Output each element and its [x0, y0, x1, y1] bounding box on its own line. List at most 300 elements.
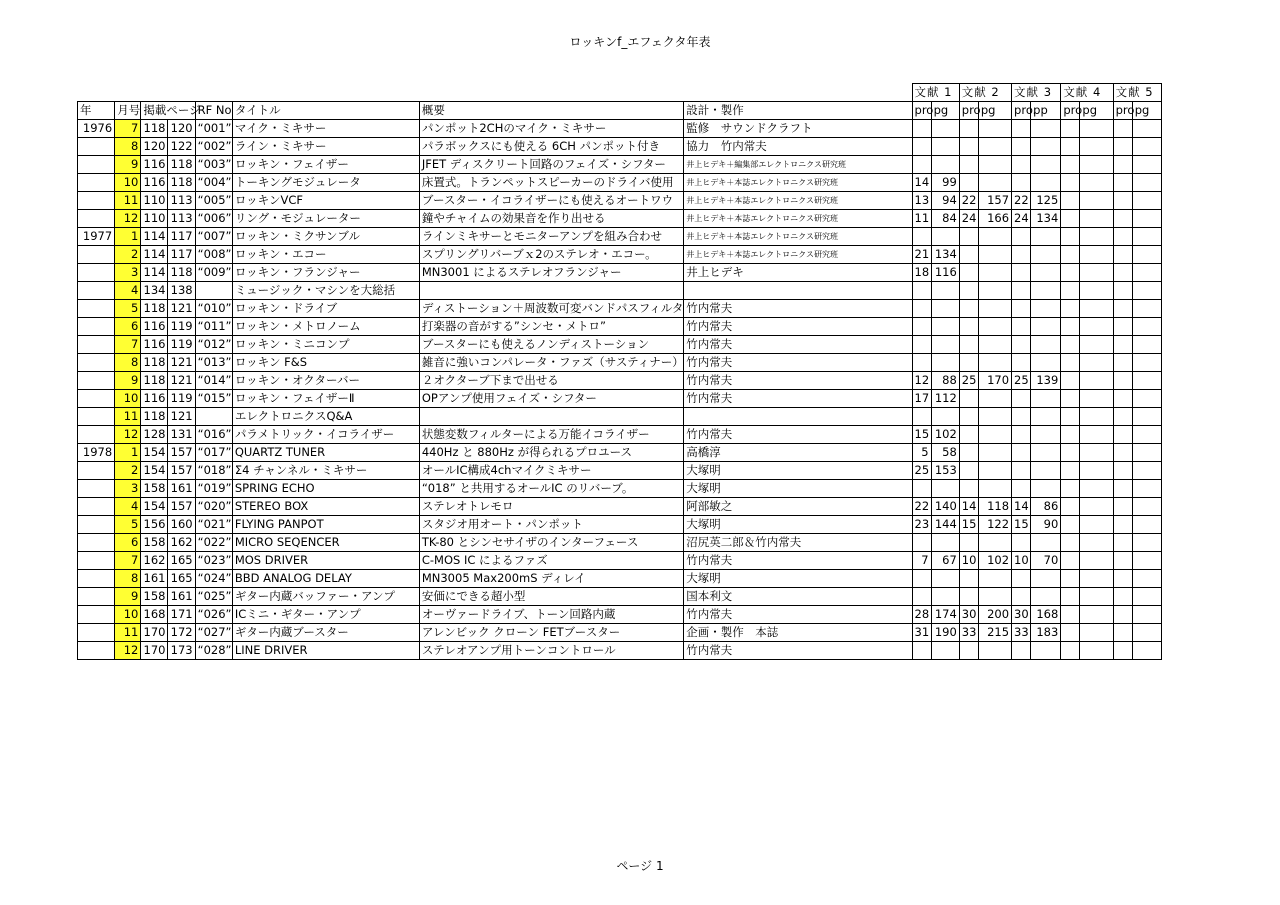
page-start-cell: 154	[141, 462, 168, 480]
summary-cell: スプリングリバーブｘ2のステレオ・エコー。	[419, 246, 683, 264]
designer-cell: 竹内常夫	[684, 390, 912, 408]
bib2-pro-cell	[959, 390, 978, 408]
empty-cell	[1061, 372, 1080, 390]
designer-cell: 大塚明	[684, 462, 912, 480]
empty-cell	[1080, 462, 1113, 480]
page-end-cell: 157	[168, 498, 195, 516]
empty-cell	[1061, 498, 1080, 516]
empty-cell	[1080, 372, 1113, 390]
empty-cell	[1113, 246, 1132, 264]
designer-cell: 井上ヒデキ＋本誌エレクトロニクス研究班	[684, 174, 912, 192]
month-cell: 11	[115, 192, 141, 210]
empty-cell	[1080, 444, 1113, 462]
page-end-cell: 162	[168, 534, 195, 552]
month-cell: 10	[115, 606, 141, 624]
empty-cell	[1080, 354, 1113, 372]
bib3-pp-cell: 125	[1031, 192, 1061, 210]
bib2-pg-cell: 118	[978, 498, 1011, 516]
page-end-cell: 121	[168, 408, 195, 426]
rf-no-cell: “011”	[195, 318, 232, 336]
bib1-pg-cell	[931, 336, 959, 354]
bib2-pg-cell: 157	[978, 192, 1011, 210]
page-end-cell: 171	[168, 606, 195, 624]
bib3-pro-cell	[1012, 228, 1031, 246]
empty-cell	[1132, 534, 1161, 552]
bib1-pro-cell: 25	[912, 462, 931, 480]
empty-cell	[1113, 192, 1132, 210]
bib2-pg-cell: 200	[978, 606, 1011, 624]
month-cell: 8	[115, 354, 141, 372]
empty-cell	[1080, 570, 1113, 588]
summary-cell: ラインミキサーとモニターアンプを組み合わせ	[419, 228, 683, 246]
bib2-pg-cell	[978, 174, 1011, 192]
table-row	[78, 498, 1162, 516]
bib3-pro-cell	[1012, 120, 1031, 138]
empty-cell	[1080, 606, 1113, 624]
page-start-cell: 154	[141, 498, 168, 516]
empty-cell	[1113, 210, 1132, 228]
bib2-pro-cell: 14	[959, 498, 978, 516]
page-end-cell: 113	[168, 192, 195, 210]
year-cell	[78, 174, 115, 192]
page-end-cell: 118	[168, 156, 195, 174]
page-end-cell: 120	[168, 120, 195, 138]
empty-cell	[1132, 462, 1161, 480]
page-end-cell: 113	[168, 210, 195, 228]
year-cell: 1976	[78, 120, 115, 138]
bib3-pro-cell	[1012, 318, 1031, 336]
table-row	[78, 156, 1162, 174]
bib2-pro-cell	[959, 426, 978, 444]
bib3-pro-cell	[1012, 174, 1031, 192]
table-row	[78, 642, 1162, 660]
bib1-pg-cell: 190	[931, 624, 959, 642]
year-cell	[78, 624, 115, 642]
empty-cell	[1061, 264, 1080, 282]
page-start-cell: 158	[141, 534, 168, 552]
sub-header: pro	[912, 102, 931, 120]
bib2-pro-cell	[959, 282, 978, 300]
empty-cell	[1080, 588, 1113, 606]
summary-cell	[419, 408, 683, 426]
designer-cell: 監修 サウンドクラフト	[684, 120, 912, 138]
empty-cell	[1080, 264, 1113, 282]
empty-cell	[1132, 138, 1161, 156]
month-cell: 3	[115, 480, 141, 498]
rf-no-cell: “005”	[195, 192, 232, 210]
page-end-cell: 117	[168, 228, 195, 246]
bib2-pro-cell	[959, 480, 978, 498]
year-cell	[78, 210, 115, 228]
month-cell: 5	[115, 516, 141, 534]
title-cell: ギター内蔵バッファー・アンプ	[232, 588, 419, 606]
title-cell: ロッキン・フランジャー	[232, 264, 419, 282]
page-end-cell: 119	[168, 390, 195, 408]
year-cell	[78, 390, 115, 408]
empty-cell	[1113, 138, 1132, 156]
summary-cell: オールIC構成4chマイクミキサー	[419, 462, 683, 480]
year-cell	[78, 138, 115, 156]
bib1-pro-cell	[912, 534, 931, 552]
empty-cell	[1132, 498, 1161, 516]
bib3-pro-cell: 25	[1012, 372, 1031, 390]
empty-cell	[1132, 606, 1161, 624]
rf-no-cell: “007”	[195, 228, 232, 246]
page-end-cell: 121	[168, 372, 195, 390]
bib1-pg-cell	[931, 156, 959, 174]
month-cell: 9	[115, 156, 141, 174]
summary-cell: 床置式。トランペットスピーカーのドライバ使用	[419, 174, 683, 192]
bib1-pro-cell: 23	[912, 516, 931, 534]
bib3-pro-cell	[1012, 444, 1031, 462]
table-row	[78, 462, 1162, 480]
bib2-pg-cell	[978, 534, 1011, 552]
page-start-cell: 118	[141, 354, 168, 372]
page-start-cell: 116	[141, 336, 168, 354]
rf-no-cell: “021”	[195, 516, 232, 534]
designer-cell: 高橋淳	[684, 444, 912, 462]
rf-no-cell	[195, 408, 232, 426]
bib2-pg-cell	[978, 426, 1011, 444]
empty-cell	[1113, 426, 1132, 444]
bibliography-header-row	[78, 84, 1162, 102]
bib1-pro-cell	[912, 300, 931, 318]
page-start-cell: 120	[141, 138, 168, 156]
bib3-pp-cell	[1031, 354, 1061, 372]
bib1-pg-cell: 174	[931, 606, 959, 624]
bib2-pro-cell: 25	[959, 372, 978, 390]
table-row	[78, 228, 1162, 246]
summary-cell: “018” と共用するオールIC のリバーブ。	[419, 480, 683, 498]
summary-cell: 雑音に強いコンパレータ・ファズ（サスティナー）	[419, 354, 683, 372]
table-row	[78, 192, 1162, 210]
month-cell: 2	[115, 246, 141, 264]
title-cell: ロッキン・ミクサンブル	[232, 228, 419, 246]
sub-header: pro	[1113, 102, 1132, 120]
rf-no-cell: “025”	[195, 588, 232, 606]
table-row	[78, 408, 1162, 426]
bib1-pro-cell: 14	[912, 174, 931, 192]
bib2-pro-cell	[959, 354, 978, 372]
rf-no-cell: “028”	[195, 642, 232, 660]
bib2-pg-cell	[978, 408, 1011, 426]
header-rf-no: RF No	[195, 102, 232, 120]
bib1-pg-cell: 84	[931, 210, 959, 228]
page-start-cell: 162	[141, 552, 168, 570]
designer-cell: 井上ヒデキ＋本誌エレクトロニクス研究班	[684, 210, 912, 228]
header-designer: 設計・製作	[684, 102, 912, 120]
month-cell: 1	[115, 228, 141, 246]
bib3-pp-cell	[1031, 462, 1061, 480]
empty-cell	[1080, 228, 1113, 246]
year-cell	[78, 336, 115, 354]
empty-cell	[1113, 336, 1132, 354]
title-cell: ミュージック・マシンを大総括	[232, 282, 419, 300]
page-start-cell: 170	[141, 642, 168, 660]
rf-no-cell: “019”	[195, 480, 232, 498]
bib3-pro-cell: 15	[1012, 516, 1031, 534]
empty-cell	[1061, 516, 1080, 534]
empty-cell	[1061, 228, 1080, 246]
bib1-pg-cell: 88	[931, 372, 959, 390]
bib1-pg-cell	[931, 228, 959, 246]
bib2-pg-cell	[978, 138, 1011, 156]
empty-cell	[1113, 606, 1132, 624]
table-row	[78, 624, 1162, 642]
empty-cell	[1132, 246, 1161, 264]
bib2-pro-cell	[959, 120, 978, 138]
empty-cell	[1132, 444, 1161, 462]
bib1-pg-cell	[931, 408, 959, 426]
bib2-pro-cell	[959, 570, 978, 588]
bib3-pp-cell: 183	[1031, 624, 1061, 642]
year-cell	[78, 156, 115, 174]
bib3-pp-cell: 134	[1031, 210, 1061, 228]
empty-cell	[1080, 138, 1113, 156]
empty-cell	[1080, 408, 1113, 426]
empty-cell	[1113, 624, 1132, 642]
title-cell: ロッキン・フェイザー	[232, 156, 419, 174]
bib-header-5: 文献 5	[1113, 84, 1161, 102]
month-cell: 10	[115, 390, 141, 408]
year-cell	[78, 372, 115, 390]
bib1-pro-cell	[912, 120, 931, 138]
bib-header-3: 文献 3	[1012, 84, 1061, 102]
summary-cell: C-MOS IC によるファズ	[419, 552, 683, 570]
title-cell: BBD ANALOG DELAY	[232, 570, 419, 588]
bib1-pg-cell	[931, 282, 959, 300]
empty-cell	[1061, 606, 1080, 624]
bib1-pro-cell: 22	[912, 498, 931, 516]
title-cell: ICミニ・ギター・アンプ	[232, 606, 419, 624]
empty-cell	[1113, 444, 1132, 462]
empty-cell	[1113, 588, 1132, 606]
empty-cell	[1080, 426, 1113, 444]
bib2-pro-cell: 33	[959, 624, 978, 642]
bib2-pg-cell	[978, 480, 1011, 498]
bib1-pg-cell: 67	[931, 552, 959, 570]
title-cell: FLYING PANPOT	[232, 516, 419, 534]
bib1-pg-cell: 134	[931, 246, 959, 264]
table-row	[78, 300, 1162, 318]
empty-cell	[1080, 624, 1113, 642]
table-row	[78, 120, 1162, 138]
empty-cell	[1113, 642, 1132, 660]
bib1-pg-cell	[931, 318, 959, 336]
bib1-pro-cell	[912, 336, 931, 354]
designer-cell: 大塚明	[684, 480, 912, 498]
summary-cell: ブースター・イコライザーにも使えるオートワウ	[419, 192, 683, 210]
month-cell: 1	[115, 444, 141, 462]
bib2-pro-cell	[959, 462, 978, 480]
bib3-pp-cell	[1031, 174, 1061, 192]
bib3-pp-cell: 70	[1031, 552, 1061, 570]
bib2-pg-cell	[978, 300, 1011, 318]
empty-cell	[1132, 264, 1161, 282]
bib2-pg-cell: 166	[978, 210, 1011, 228]
month-cell: 8	[115, 570, 141, 588]
bib1-pg-cell	[931, 570, 959, 588]
designer-cell: 竹内常夫	[684, 606, 912, 624]
bib1-pro-cell: 12	[912, 372, 931, 390]
year-cell	[78, 318, 115, 336]
page-start-cell: 118	[141, 300, 168, 318]
header-month: 月号	[115, 102, 141, 120]
rf-no-cell: “013”	[195, 354, 232, 372]
title-cell: リング・モジュレーター	[232, 210, 419, 228]
sub-header: pg	[1080, 102, 1113, 120]
bib2-pro-cell	[959, 246, 978, 264]
month-cell: 3	[115, 264, 141, 282]
bib2-pg-cell	[978, 642, 1011, 660]
bib3-pp-cell	[1031, 120, 1061, 138]
table-row	[78, 318, 1162, 336]
title-cell: SPRING ECHO	[232, 480, 419, 498]
rf-no-cell: “001”	[195, 120, 232, 138]
designer-cell: 大塚明	[684, 516, 912, 534]
bib3-pp-cell	[1031, 642, 1061, 660]
empty-cell	[1132, 192, 1161, 210]
title-cell: パラメトリック・イコライザー	[232, 426, 419, 444]
title-cell: ロッキン・ドライブ	[232, 300, 419, 318]
page-end-cell: 157	[168, 462, 195, 480]
header-year: 年	[78, 102, 115, 120]
summary-cell: アレンビック クローン FETブースター	[419, 624, 683, 642]
empty-cell	[1113, 570, 1132, 588]
bib3-pro-cell	[1012, 570, 1031, 588]
bib1-pro-cell: 13	[912, 192, 931, 210]
empty-cell	[1113, 120, 1132, 138]
summary-cell: 安価にできる超小型	[419, 588, 683, 606]
bib2-pg-cell	[978, 462, 1011, 480]
title-cell: エレクトロニクスQ&A	[232, 408, 419, 426]
empty-cell	[1061, 462, 1080, 480]
table-row	[78, 354, 1162, 372]
table-row	[78, 174, 1162, 192]
empty-cell	[1113, 390, 1132, 408]
title-cell: ロッキン・エコー	[232, 246, 419, 264]
bib3-pro-cell	[1012, 282, 1031, 300]
year-cell	[78, 534, 115, 552]
month-cell: 7	[115, 552, 141, 570]
bib2-pro-cell	[959, 642, 978, 660]
empty-cell	[1132, 282, 1161, 300]
table-row	[78, 426, 1162, 444]
table-body	[78, 120, 1162, 660]
year-cell	[78, 498, 115, 516]
designer-cell: 沼尻英二郎＆竹内常夫	[684, 534, 912, 552]
year-cell	[78, 570, 115, 588]
empty-cell	[1132, 174, 1161, 192]
bib1-pg-cell: 153	[931, 462, 959, 480]
empty-cell	[1132, 552, 1161, 570]
year-cell	[78, 642, 115, 660]
page-end-cell: 119	[168, 336, 195, 354]
month-cell: 6	[115, 534, 141, 552]
empty-cell	[1113, 228, 1132, 246]
empty-cell	[1132, 390, 1161, 408]
bib2-pg-cell: 215	[978, 624, 1011, 642]
title-cell: ロッキン・メトロノーム	[232, 318, 419, 336]
table-row	[78, 264, 1162, 282]
designer-cell: 井上ヒデキ＋本誌エレクトロニクス研究班	[684, 228, 912, 246]
page-end-cell: 165	[168, 552, 195, 570]
rf-no-cell	[195, 282, 232, 300]
bib1-pg-cell: 58	[931, 444, 959, 462]
header-title: タイトル	[232, 102, 419, 120]
title-cell: ロッキン・オクターバー	[232, 372, 419, 390]
bib3-pro-cell: 22	[1012, 192, 1031, 210]
year-cell	[78, 192, 115, 210]
title-cell: ギター内蔵ブースター	[232, 624, 419, 642]
bib2-pro-cell	[959, 408, 978, 426]
bib2-pro-cell	[959, 228, 978, 246]
bib1-pro-cell: 18	[912, 264, 931, 282]
bib2-pg-cell	[978, 354, 1011, 372]
bib1-pro-cell: 7	[912, 552, 931, 570]
bib2-pg-cell	[978, 336, 1011, 354]
bib2-pro-cell	[959, 336, 978, 354]
title-cell: STEREO BOX	[232, 498, 419, 516]
designer-cell: 竹内常夫	[684, 318, 912, 336]
table-row	[78, 480, 1162, 498]
year-cell	[78, 408, 115, 426]
empty-cell	[1113, 156, 1132, 174]
title-cell: マイク・ミキサー	[232, 120, 419, 138]
bib3-pp-cell	[1031, 138, 1061, 156]
empty-cell	[1080, 642, 1113, 660]
bib1-pg-cell	[931, 642, 959, 660]
bib2-pro-cell: 30	[959, 606, 978, 624]
summary-cell: ブースターにも使えるノンディストーション	[419, 336, 683, 354]
bib1-pg-cell: 99	[931, 174, 959, 192]
bib2-pg-cell: 170	[978, 372, 1011, 390]
empty-cell	[1061, 300, 1080, 318]
bib3-pp-cell: 168	[1031, 606, 1061, 624]
designer-cell	[684, 408, 912, 426]
empty-cell	[1113, 408, 1132, 426]
table-row	[78, 534, 1162, 552]
page-start-cell: 154	[141, 444, 168, 462]
bib3-pp-cell	[1031, 318, 1061, 336]
summary-cell: ２オクターブ下まで出せる	[419, 372, 683, 390]
bib2-pro-cell: 22	[959, 192, 978, 210]
page-end-cell: 161	[168, 588, 195, 606]
designer-cell: 井上ヒデキ＋編集部エレクトロニクス研究班	[684, 156, 912, 174]
bib2-pg-cell: 102	[978, 552, 1011, 570]
bib2-pro-cell	[959, 138, 978, 156]
bib1-pg-cell	[931, 534, 959, 552]
table-row	[78, 606, 1162, 624]
page-end-cell: 160	[168, 516, 195, 534]
designer-cell: 竹内常夫	[684, 336, 912, 354]
year-cell: 1978	[78, 444, 115, 462]
rf-no-cell: “012”	[195, 336, 232, 354]
empty-cell	[1113, 174, 1132, 192]
designer-cell: 大塚明	[684, 570, 912, 588]
page-end-cell: 119	[168, 318, 195, 336]
year-cell: 1977	[78, 228, 115, 246]
title-cell: MICRO SEQENCER	[232, 534, 419, 552]
bib3-pp-cell	[1031, 408, 1061, 426]
page-end-cell: 138	[168, 282, 195, 300]
empty-cell	[1061, 354, 1080, 372]
title-cell: LINE DRIVER	[232, 642, 419, 660]
bib3-pp-cell	[1031, 228, 1061, 246]
month-cell: 5	[115, 300, 141, 318]
empty-cell	[1061, 588, 1080, 606]
empty-cell	[1061, 156, 1080, 174]
